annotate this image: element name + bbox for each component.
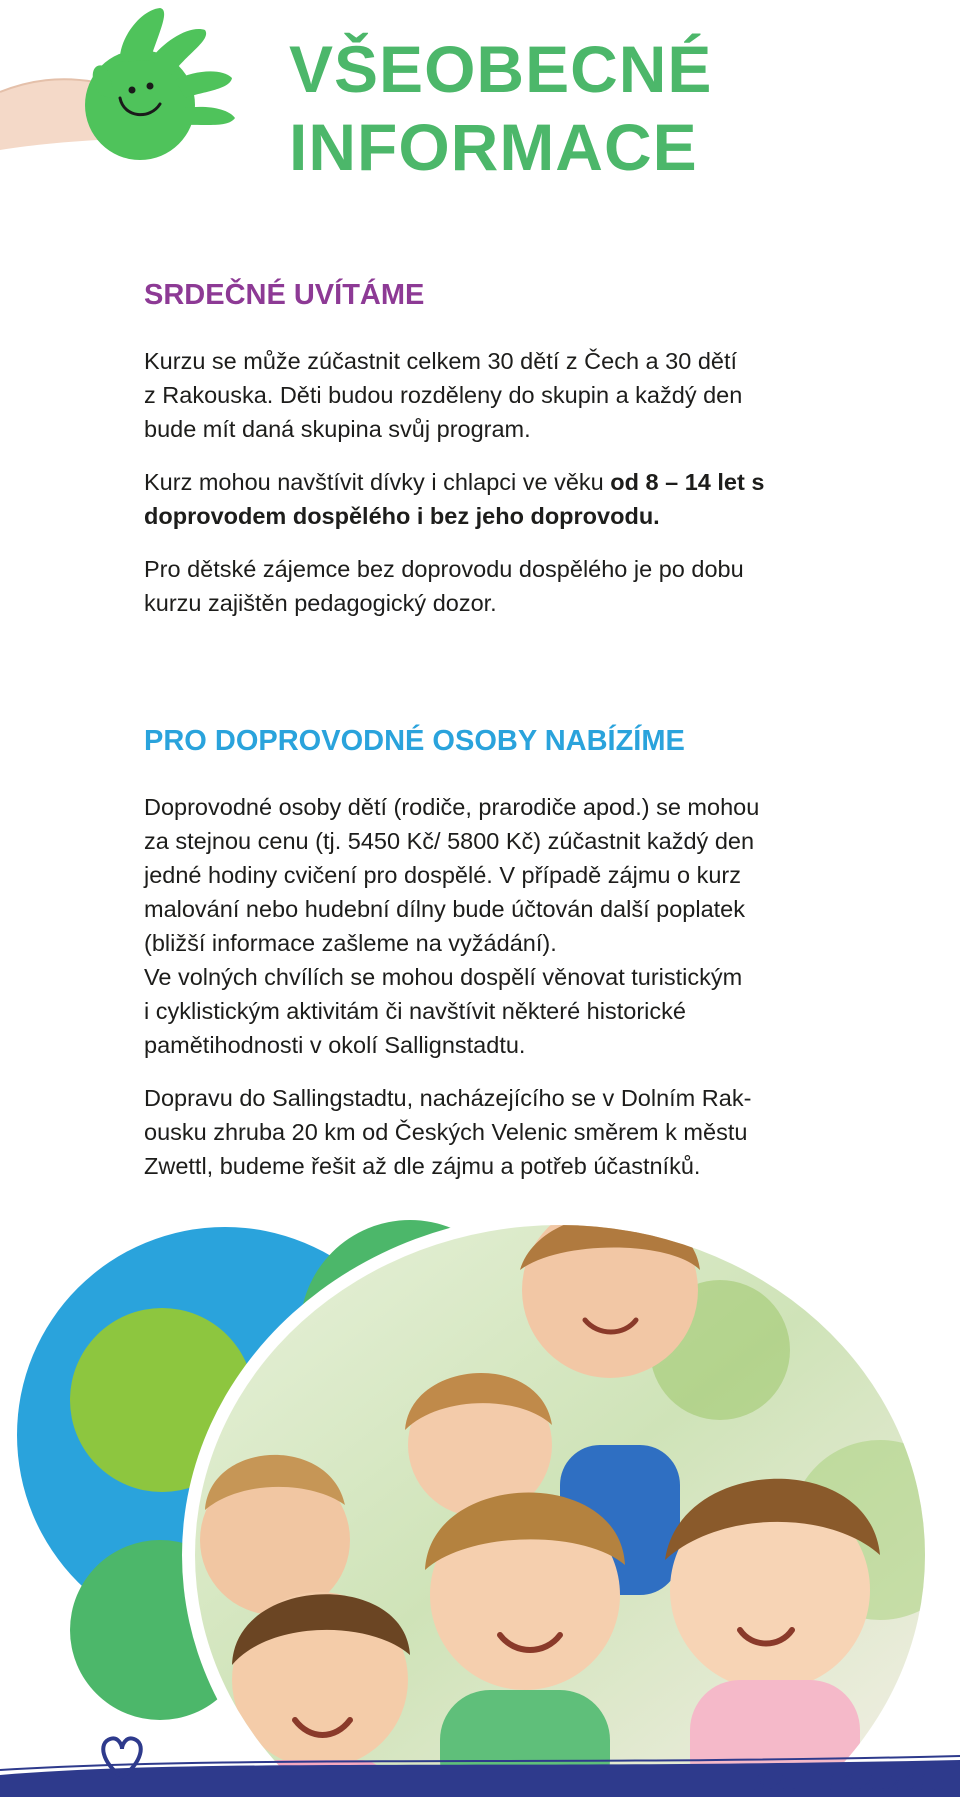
green-hand-icon [0, 0, 250, 175]
text-line: (bližší informace zašleme na vyžádání). [144, 930, 557, 956]
children-photo-collage [0, 1210, 960, 1797]
welcome-paragraph-3 [144, 552, 824, 620]
page-title [289, 30, 712, 186]
companions-paragraph-2 [144, 1081, 824, 1183]
text-line: za stejnou cenu (tj. 5450 Kč/ 5800 Kč) zúčastnit každý den [144, 828, 755, 854]
text-line: malování nebo hudební dílny bude účtován další poplatek [144, 896, 745, 922]
text-line: bude mít daná skupina svůj program. [144, 416, 531, 442]
companions-heading: PRO DOPROVODNÉ OSOBY NABÍZÍME [144, 725, 685, 757]
text-line: Kurz mohou navštívit dívky i chlapci ve věku [144, 469, 611, 495]
welcome-section [144, 278, 824, 620]
bold-text: od 8 – 14 let s [610, 469, 765, 495]
text-line: Kurzu se může zúčastnit celkem 30 dětí z Čech a 30 dětí [144, 348, 738, 374]
text-line: pamětihodnosti v okolí Sallignstadtu. [144, 1032, 526, 1058]
welcome-heading: SRDEČNÉ UVÍTÁME [144, 279, 425, 311]
welcome-paragraph-1 [144, 344, 824, 446]
welcome-paragraph-2 [144, 465, 824, 533]
text-line: Zwettl, budeme řešit až dle zájmu a potřeb účastníků. [144, 1153, 701, 1179]
text-line: jedné hodiny cvičení pro dospělé. V případě zájmu o kurz [144, 862, 741, 888]
heart-swirl-icon [92, 1725, 152, 1785]
title-line-1: VŠEOBECNÉ [289, 32, 713, 106]
companions-paragraph-1 [144, 790, 824, 1062]
text-line: Pro dětské zájemce bez doprovodu dospělého je po dobu [144, 556, 744, 582]
text-line: Doprovodné osoby dětí (rodiče, prarodiče apod.) se mohou [144, 794, 760, 820]
text-line: ousku zhruba 20 km od Českých Velenic směrem k městu [144, 1119, 748, 1145]
text-line: Dopravu do Sallingstadtu, nacházejícího se v Dolním Rak- [144, 1085, 752, 1111]
text-line: i cyklistickým aktivitám či navštívit některé historické [144, 998, 686, 1024]
companions-section [144, 724, 824, 1183]
event-date: 3.8. – 10.8.2013 [752, 1772, 947, 1797]
text-line: Ve volných chvílích se mohou dospělí věnovat turistickým [144, 964, 743, 990]
title-line-2: INFORMACE [289, 110, 698, 184]
bold-text: doprovodem dospělého i bez jeho doprovodu. [144, 503, 660, 529]
text-line: kurzu zajištěn pedagogický dozor. [144, 590, 497, 616]
text-line: z Rakouska. Děti budou rozděleny do skupin a každý den [144, 382, 743, 408]
